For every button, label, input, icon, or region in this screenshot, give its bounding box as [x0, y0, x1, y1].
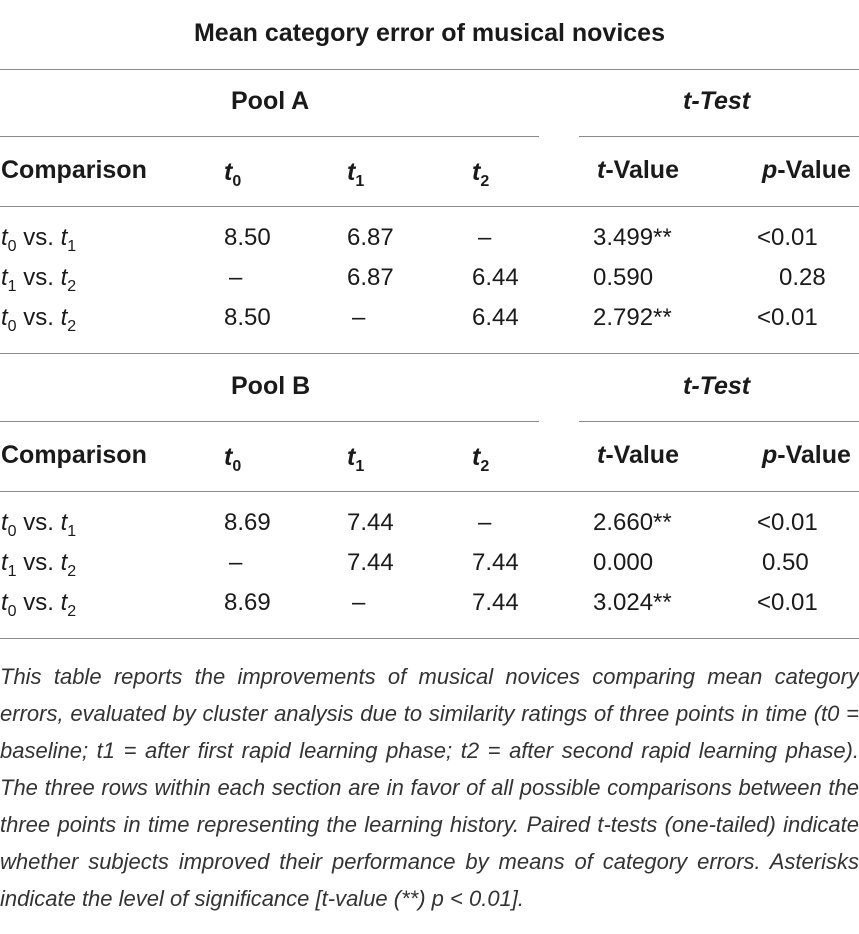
cell-t1: 7.44: [347, 509, 394, 536]
header-p-value: [762, 440, 851, 470]
cmp-b-sub: 1: [67, 238, 77, 255]
bottom-rule: [0, 638, 859, 639]
cmp-b: t: [60, 549, 68, 576]
cell-t-value: 2.792**: [593, 304, 672, 331]
cmp-a: t: [1, 304, 8, 331]
header-t0: [224, 157, 242, 190]
cmp-b: t: [60, 264, 68, 291]
cell-t1: 6.87: [347, 224, 394, 251]
header-t1-sub: 1: [355, 173, 365, 190]
header-t-value: [597, 155, 679, 185]
header-t-value: [597, 440, 679, 470]
cmp-vs: vs.: [16, 304, 61, 331]
cmp-a: t: [1, 589, 8, 616]
table-title: Mean category error of musical novices: [193, 19, 665, 47]
pool-b-header-rule: [0, 491, 859, 492]
pool-a-group-rule-left: [0, 136, 539, 137]
cell-t1: 6.87: [347, 264, 394, 291]
cmp-vs: vs.: [16, 549, 61, 576]
cell-t1: 7.44: [347, 549, 394, 576]
cmp-vs: vs.: [16, 224, 61, 251]
pool-a-label: Pool A: [231, 87, 310, 115]
cell-t0: 8.50: [224, 224, 271, 251]
header-p-value-var: p: [762, 156, 778, 184]
cell-t2: 6.44: [472, 264, 519, 291]
cmp-a-sub: 0: [7, 523, 17, 540]
header-t2: [472, 157, 490, 190]
header-t0-var: t: [224, 443, 233, 471]
cell-t-value: 3.024**: [593, 589, 672, 616]
header-t2-sub: 2: [480, 173, 490, 190]
cell-comparison: [1, 223, 76, 253]
cell-t0: 8.50: [224, 304, 271, 331]
cell-t2: 7.44: [472, 549, 519, 576]
pool-b-ttest-label: [683, 371, 750, 401]
cmp-b-sub: 2: [67, 603, 77, 620]
header-t2-var: t: [472, 443, 481, 471]
header-t1: [347, 442, 365, 475]
header-t-value-var: t: [597, 441, 606, 469]
cell-p-value: 0.28: [779, 264, 826, 291]
pool-a-ttest-label-text: t-Test: [683, 87, 751, 115]
cell-comparison: [1, 548, 76, 578]
header-t-value-var: t: [597, 156, 606, 184]
cell-t-value: 0.000: [593, 549, 654, 576]
header-p-value: [762, 155, 851, 185]
header-t1-sub: 1: [355, 458, 365, 475]
header-p-value-var: p: [762, 441, 778, 469]
cell-t0: 8.69: [224, 509, 271, 536]
header-t2-var: t: [472, 158, 481, 186]
header-comparison: Comparison: [1, 441, 147, 469]
cmp-b-sub: 1: [67, 523, 77, 540]
cmp-vs: vs.: [16, 264, 61, 291]
header-p-value-rest: -Value: [777, 156, 851, 184]
cell-comparison: [1, 508, 76, 538]
cell-p-value: 0.50: [762, 549, 809, 576]
cmp-a-sub: 1: [7, 278, 17, 295]
table-caption: This table reports the improvements of musical novices comparing mean category errors, evaluated by cluster analysis due to similarity ratings of three points in time (t0 = baseline; t1 = after first rapid learning phase; t2 = after second rapid learning phase). The three rows within each section are in favor of all possible comparisons between the three points in time representing the learning history. Paired t-tests (one-tailed) indicate whether subjects improved their performance by means of category errors. Asterisks indicate the level of significance [t-value (**) p < 0.01].: [0, 664, 859, 911]
cell-comparison: [1, 263, 76, 293]
cell-t-value: 2.660**: [593, 509, 672, 536]
cmp-b-sub: 2: [67, 318, 77, 335]
cell-t0: –: [229, 549, 243, 576]
cell-p-value: <0.01: [757, 589, 818, 616]
cell-p-value: <0.01: [757, 224, 818, 251]
header-t-value-rest: -Value: [605, 156, 679, 184]
pool-a-group-rule-right: [579, 136, 859, 137]
header-t1: [347, 157, 365, 190]
cmp-a: t: [1, 509, 8, 536]
pool-b-label: Pool B: [231, 372, 311, 400]
cmp-vs: vs.: [16, 509, 61, 536]
cell-p-value: <0.01: [757, 509, 818, 536]
cmp-a-sub: 0: [7, 238, 17, 255]
cell-t1: –: [352, 304, 366, 331]
section-divider: [0, 353, 859, 354]
cmp-a-sub: 0: [7, 318, 17, 335]
cmp-b: t: [60, 224, 68, 251]
pool-b-ttest-label-text: t-Test: [683, 372, 751, 400]
cell-t-value: 0.590: [593, 264, 654, 291]
cmp-a: t: [1, 264, 8, 291]
cmp-a: t: [1, 549, 8, 576]
header-t1-var: t: [347, 158, 356, 186]
cell-comparison: [1, 588, 76, 618]
cell-t0: 8.69: [224, 589, 271, 616]
cell-t1: –: [352, 589, 366, 616]
pool-a-header-rule: [0, 206, 859, 207]
cell-t-value: 3.499**: [593, 224, 672, 251]
cmp-a-sub: 1: [7, 563, 17, 580]
cell-comparison: [1, 303, 76, 333]
header-t0-var: t: [224, 158, 233, 186]
header-t0-sub: 0: [232, 458, 242, 475]
cmp-b-sub: 2: [67, 563, 77, 580]
cell-t2: 7.44: [472, 589, 519, 616]
cmp-b: t: [60, 304, 68, 331]
header-t0-sub: 0: [232, 173, 242, 190]
header-t0: [224, 442, 242, 475]
header-t-value-rest: -Value: [605, 441, 679, 469]
cmp-a: t: [1, 224, 8, 251]
cell-t2: 6.44: [472, 304, 519, 331]
header-p-value-rest: -Value: [777, 441, 851, 469]
cell-t0: –: [229, 264, 243, 291]
cell-t2: –: [478, 509, 492, 536]
cmp-b: t: [60, 589, 68, 616]
cell-p-value: <0.01: [757, 304, 818, 331]
top-rule: [0, 69, 859, 70]
cmp-b: t: [60, 509, 68, 536]
header-t2: [472, 442, 490, 475]
cmp-vs: vs.: [16, 589, 61, 616]
cmp-b-sub: 2: [67, 278, 77, 295]
header-t2-sub: 2: [480, 458, 490, 475]
pool-a-ttest-label: [683, 86, 750, 116]
pool-b-group-rule-right: [579, 421, 859, 422]
cmp-a-sub: 0: [7, 603, 17, 620]
cell-t2: –: [478, 224, 492, 251]
pool-b-group-rule-left: [0, 421, 539, 422]
header-t1-var: t: [347, 443, 356, 471]
header-comparison: Comparison: [1, 156, 147, 184]
